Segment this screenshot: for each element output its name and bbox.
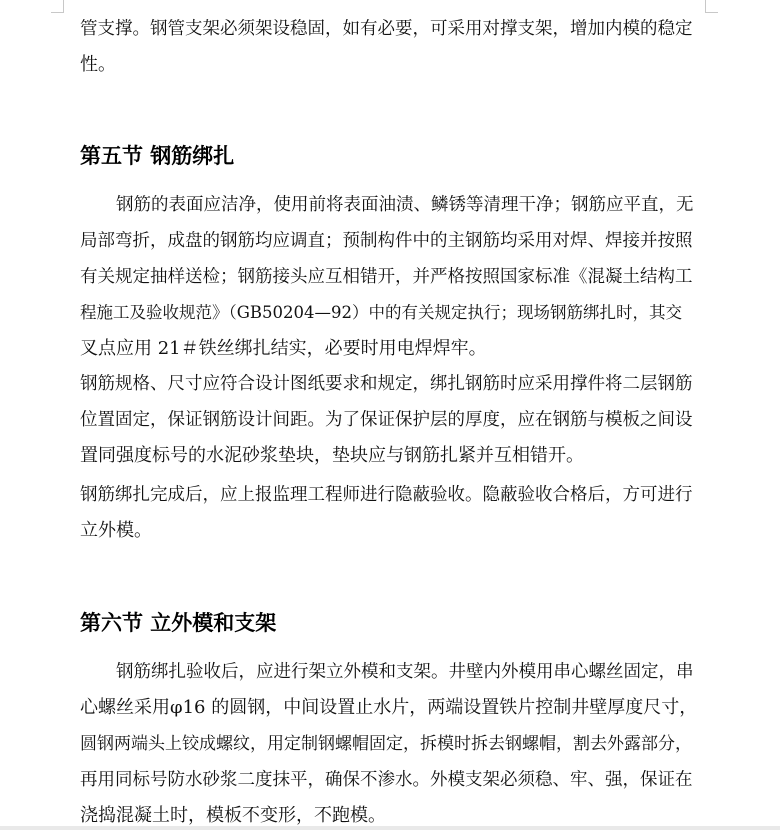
page-bottom-edge: [0, 826, 780, 830]
paragraph-line: 再用同标号防水砂浆二度抹平，确保不渗水。外模支架必须稳、牢、强，保证在: [80, 770, 693, 790]
paragraph-line: 钢筋绑扎验收后，应进行架立外模和支架。井壁内外模用串心螺丝固定，串: [116, 662, 694, 682]
paragraph-line: 有关规定抽样送检；钢筋接头应互相错开，并严格按照国家标准《混凝土结构工: [80, 267, 693, 287]
paragraph-line: 程施工及验收规范》（GB50204—92）中的有关规定执行；现场钢筋绑扎时，其交: [80, 303, 683, 322]
page-margin-corner-top-right: [705, 0, 718, 13]
paragraph-line: 位置固定，保证钢筋设计间距。为了保证保护层的厚度，应在钢筋与模板之间设: [80, 410, 693, 430]
page-margin-corner-top-left: [51, 0, 64, 13]
paragraph-line: 圆钢两端头上铰成螺纹，用定制钢螺帽固定，拆模时拆去钢螺帽，割去外露部分，: [80, 734, 692, 754]
paragraph-line: 置同强度标号的水泥砂浆垫块，垫块应与钢筋扎紧并互相错开。: [80, 445, 584, 466]
section5-paragraph-1: [80, 187, 696, 367]
paragraph-line: 性。: [80, 54, 116, 75]
section6-paragraph-1: [80, 654, 696, 830]
section-heading: 第六节 立外模和支架: [80, 611, 277, 635]
section5-paragraph-3: [80, 477, 696, 549]
paragraph-line: 叉点应用 21＃铁丝绑扎结实，必要时用电焊焊牢。: [80, 338, 487, 359]
paragraph-line: 管支撑。钢管支架必须架设稳固，如有必要，可采用对撑支架，增加内模的稳定: [80, 19, 693, 39]
paragraph-line: 钢筋的表面应洁净，使用前将表面油渍、鳞锈等清理干净；钢筋应平直，无: [116, 195, 694, 215]
paragraph-line: 立外模。: [80, 520, 152, 541]
section-heading: 第五节 钢筋绑扎: [80, 144, 235, 168]
intro-paragraph: [80, 11, 696, 83]
paragraph-line: 钢筋规格、尺寸应符合设计图纸要求和规定，绑扎钢筋时应采用撑件将二层钢筋: [80, 374, 693, 394]
paragraph-line: 心螺丝采用φ16 的圆钢，中间设置止水片，两端设置铁片控制井壁厚度尺寸，: [80, 697, 698, 718]
paragraph-line: 局部弯折，成盘的钢筋均应调直；预制构件中的主钢筋均采用对焊、焊接并按照: [80, 231, 693, 251]
paragraph-line: 浇捣混凝土时，模板不变形，不跑模。: [80, 805, 386, 826]
paragraph-line: 钢筋绑扎完成后，应上报监理工程师进行隐蔽验收。隐蔽验收合格后，方可进行: [80, 485, 693, 505]
section5-paragraph-2: [80, 366, 696, 474]
